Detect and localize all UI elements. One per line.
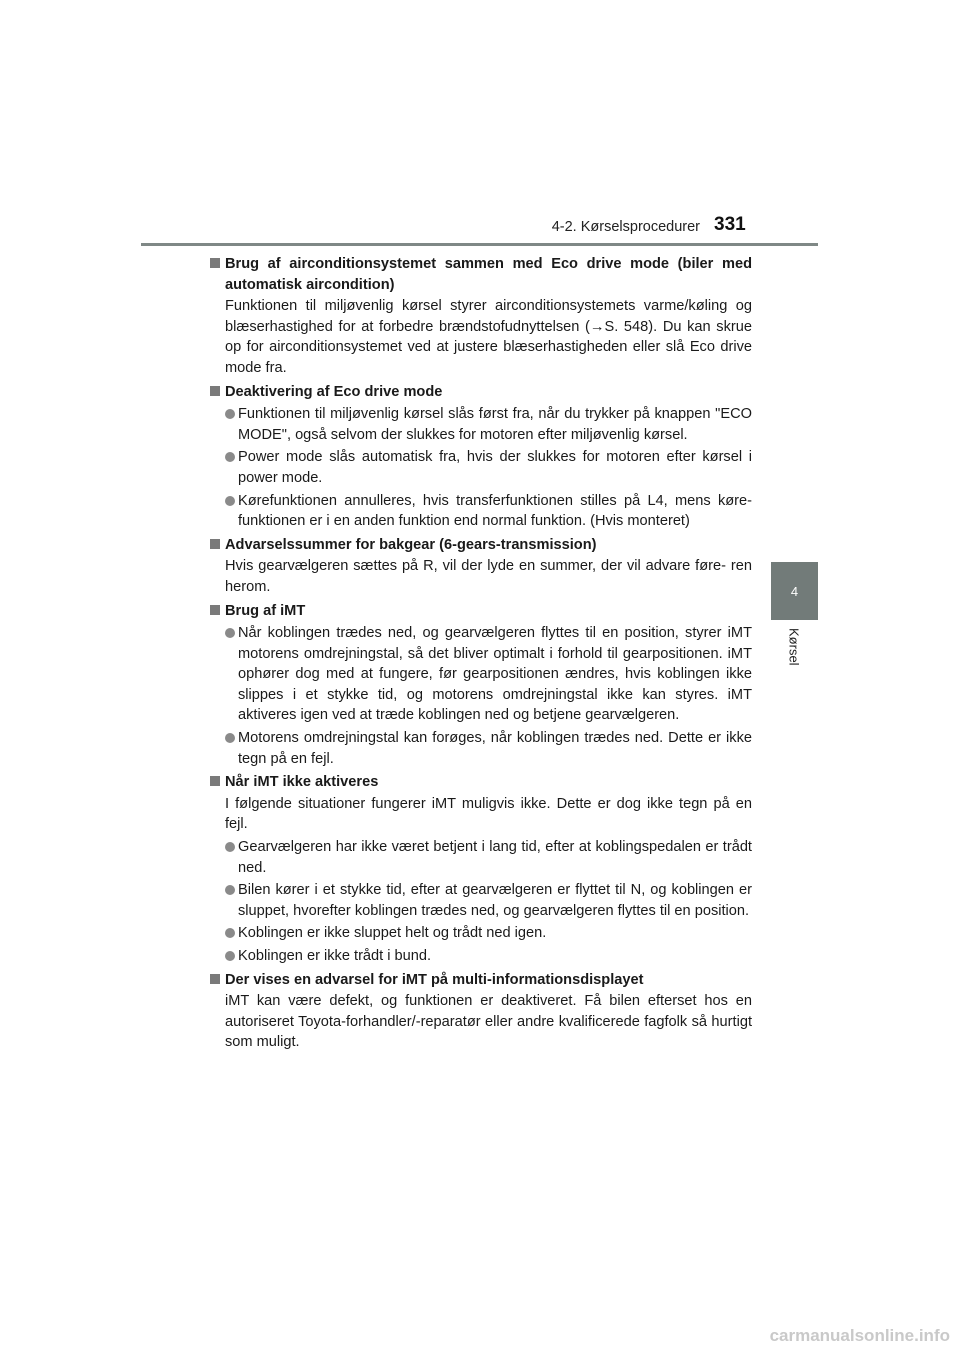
- section-heading: [210, 601, 752, 622]
- chapter-tab: [771, 562, 818, 620]
- bullet-item: [210, 923, 752, 944]
- bullet-text: Gearvælgeren har ikke været betjent i lang tid, efter at koblingspedalen er trådt ned.: [238, 839, 752, 876]
- bullet-item: [210, 880, 752, 921]
- section-heading-text: Deaktivering af Eco drive mode: [225, 383, 443, 400]
- circle-bullet-icon: [225, 951, 235, 961]
- bullet-text: Power mode slås automatisk fra, hvis der slukkes for motoren efter kørsel i power mode.: [238, 449, 752, 486]
- square-bullet-icon: [210, 605, 220, 615]
- section-heading: [210, 382, 752, 403]
- chapter-title: Kørsel: [786, 628, 802, 666]
- bullet-text: Bilen kører i et stykke tid, efter at gearvælgeren er flyttet til N, og koblingen er sluppet, hvorefter koblingen trædes ned, og gearvælgeren flyttes til en position.: [238, 882, 752, 919]
- section-heading: [210, 254, 752, 295]
- header-section-title: 4-2. Kørselsprocedurer: [551, 219, 700, 235]
- paragraph-text: Funktionen til miljøvenlig kørsel styrer airconditionsystemets varme/køling og blæserhastighed for at forbedre brændstofudnyttelsen (: [225, 298, 752, 335]
- section-paragraph: [210, 296, 752, 378]
- square-bullet-icon: [210, 258, 220, 268]
- section-heading: [210, 970, 752, 991]
- section-heading: [210, 772, 752, 793]
- circle-bullet-icon: [225, 885, 235, 895]
- page-number: 331: [714, 214, 746, 235]
- section-paragraph: Hvis gearvælgeren sættes på R, vil der lyde en summer, der vil advare føre- ren herom.: [225, 558, 752, 595]
- section-imt-warning: [210, 970, 752, 1053]
- square-bullet-icon: [210, 974, 220, 984]
- circle-bullet-icon: [225, 733, 235, 743]
- bullet-item: [210, 404, 752, 445]
- bullet-text: Motorens omdrejningstal kan forøges, når koblingen trædes ned. Dette er ikke tegn på en fejl.: [238, 730, 752, 767]
- circle-bullet-icon: [225, 409, 235, 419]
- section-paragraph: iMT kan være defekt, og funktionen er deaktiveret. Få bilen efterset hos en autoriseret Toyota-forhandler/-reparatør eller andre kvalificerede fagfolk så hurtigt som muligt.: [225, 993, 752, 1051]
- section-heading-text: Der vises en advarsel for iMT på multi-informationsdisplayet: [225, 971, 644, 988]
- arrow-right-icon: →: [589, 318, 605, 335]
- bullet-text: Kørefunktionen annulleres, hvis transferfunktionen stilles på L4, mens køre- funktionen er i en anden funktion end normal funktion. (Hvis monteret): [238, 492, 752, 530]
- square-bullet-icon: [210, 386, 220, 396]
- section-deactivate-eco: [210, 382, 752, 532]
- bullet-text: Når koblingen trædes ned, og gearvælgeren flyttes til en position, styrer iMT motorens omdrejningstal, så det bliver optimalt i forhold til gearpositionen. iMT ophører dog med at fungere, før gearpositionen ændres, hvis koblingen ikke slippes i et stykke tid, og motorens omdrejningstal ikke kan styres. iMT aktiveres igen ved at træde koblingen ned og betjene gearvælgeren.: [238, 625, 752, 724]
- bullet-item: [210, 491, 752, 532]
- section-heading-text: Når iMT ikke aktiveres: [225, 774, 379, 791]
- section-heading-text: Brug af iMT: [225, 602, 306, 619]
- section-imt-not-active: [210, 772, 752, 966]
- section-heading-text: Brug af airconditionsystemet sammen med Eco drive mode (biler med automatisk aircondition): [225, 256, 752, 293]
- section-heading-text: Advarselssummer for bakgear (6-gears-transmission): [225, 536, 597, 553]
- circle-bullet-icon: [225, 496, 235, 506]
- section-aircondition-eco: [210, 254, 752, 379]
- page-content: [210, 254, 752, 1056]
- circle-bullet-icon: [225, 452, 235, 462]
- bullet-text: Funktionen til miljøvenlig kørsel slås først fra, når du trykker på knappen "ECO MODE", også selvom der slukkes for motoren efter miljøvenlig kørsel.: [238, 406, 752, 443]
- bullet-item: [210, 623, 752, 726]
- bullet-item: [210, 946, 752, 967]
- section-use-imt: [210, 601, 752, 770]
- bullet-text: Koblingen er ikke sluppet helt og trådt ned igen.: [238, 925, 547, 942]
- header-divider: [141, 243, 818, 246]
- chapter-number: 4: [790, 583, 799, 599]
- circle-bullet-icon: [225, 628, 235, 638]
- section-heading: [210, 535, 752, 556]
- square-bullet-icon: [210, 776, 220, 786]
- watermark: carmanualsonline.info: [769, 1326, 950, 1345]
- page-reference-link[interactable]: S. 548). Du kan skrue op for airconditionsystemet ved at justere blæserhastigheden eller slå Eco drive mode fra.: [225, 318, 752, 376]
- bullet-item: [210, 447, 752, 488]
- circle-bullet-icon: [225, 842, 235, 852]
- bullet-text: Koblingen er ikke trådt i bund.: [238, 948, 432, 964]
- section-reverse-buzzer: [210, 535, 752, 598]
- circle-bullet-icon: [225, 928, 235, 938]
- bullet-item: [210, 837, 752, 878]
- section-paragraph: I følgende situationer fungerer iMT muligvis ikke. Dette er dog ikke tegn på en fejl.: [225, 795, 752, 833]
- square-bullet-icon: [210, 539, 220, 549]
- bullet-item: [210, 728, 752, 769]
